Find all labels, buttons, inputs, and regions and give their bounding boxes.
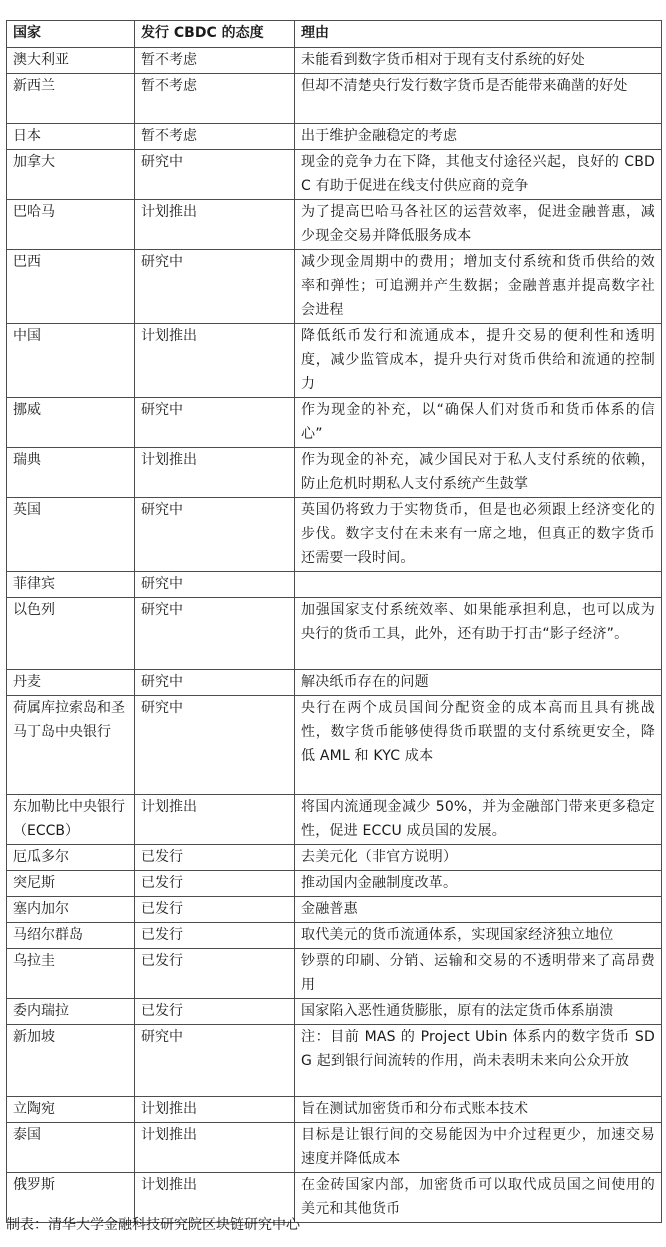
cell-reason: 现金的竞争力在下降，其他支付途径兴起，良好的 CBDC 有助于促进在线支付供应商的竞争 xyxy=(295,150,662,200)
cell-reason: 央行在两个成员国间分配资金的成本高而且具有挑战性，数字货币能够使得货币联盟的支付系统更安全，降低 AML 和 KYC 成本 xyxy=(295,696,662,795)
cell-reason: 金融普惠 xyxy=(295,897,662,923)
cell-reason: 钞票的印刷、分销、运输和交易的不透明带来了高昂费用 xyxy=(295,949,662,999)
cell-country: 以色列 xyxy=(7,598,135,670)
table-row xyxy=(7,949,662,999)
cell-country: 委内瑞拉 xyxy=(7,999,135,1025)
cell-attitude: 已发行 xyxy=(135,845,295,871)
cell-country: 挪威 xyxy=(7,398,135,448)
table-row xyxy=(7,150,662,200)
cell-country: 马绍尔群岛 xyxy=(7,923,135,949)
cell-country: 新加坡 xyxy=(7,1025,135,1097)
cbdc-table-container xyxy=(6,20,660,1223)
cell-country: 新西兰 xyxy=(7,74,135,124)
cell-attitude: 计划推出 xyxy=(135,1097,295,1123)
cell-attitude: 已发行 xyxy=(135,999,295,1025)
cell-attitude: 计划推出 xyxy=(135,1173,295,1223)
header-attitude: 发行 CBDC 的态度 xyxy=(135,21,295,48)
cell-attitude: 研究中 xyxy=(135,1025,295,1097)
cell-country: 丹麦 xyxy=(7,670,135,696)
cell-country: 塞内加尔 xyxy=(7,897,135,923)
cell-reason: 解决纸币存在的问题 xyxy=(295,670,662,696)
cell-reason: 为了提高巴哈马各社区的运营效率，促进金融普惠，减少现金交易并降低服务成本 xyxy=(295,200,662,250)
cell-attitude: 研究中 xyxy=(135,398,295,448)
cell-attitude: 研究中 xyxy=(135,150,295,200)
cell-attitude: 计划推出 xyxy=(135,200,295,250)
table-row xyxy=(7,1025,662,1097)
cell-attitude: 研究中 xyxy=(135,696,295,795)
header-reason: 理由 xyxy=(295,21,662,48)
cell-country: 菲律宾 xyxy=(7,572,135,598)
cell-country: 中国 xyxy=(7,324,135,398)
table-row xyxy=(7,498,662,572)
cell-reason: 出于维护金融稳定的考虑 xyxy=(295,124,662,150)
table-row xyxy=(7,670,662,696)
table-header-row xyxy=(7,21,662,48)
cell-country: 泰国 xyxy=(7,1123,135,1173)
table-row xyxy=(7,324,662,398)
table-source-caption: 制表：清华大学金融科技研究院区块链研究中心 xyxy=(6,1217,300,1233)
cell-attitude: 计划推出 xyxy=(135,448,295,498)
table-row xyxy=(7,897,662,923)
table-row xyxy=(7,795,662,845)
cell-attitude: 暂不考虑 xyxy=(135,124,295,150)
table-body xyxy=(7,48,662,1223)
cell-attitude: 计划推出 xyxy=(135,795,295,845)
cell-reason: 减少现金周期中的费用；增加支付系统和货币供给的效率和弹性；可追溯并产生数据；金融普惠并提高数字社会进程 xyxy=(295,250,662,324)
cell-country: 荷属库拉索岛和圣马丁岛中央银行 xyxy=(7,696,135,795)
cell-attitude: 研究中 xyxy=(135,572,295,598)
table-row xyxy=(7,845,662,871)
cell-country: 突尼斯 xyxy=(7,871,135,897)
cell-country: 乌拉圭 xyxy=(7,949,135,999)
cell-attitude: 研究中 xyxy=(135,670,295,696)
cell-reason: 在金砖国家内部，加密货币可以取代成员国之间使用的美元和其他货币 xyxy=(295,1173,662,1223)
cell-attitude: 已发行 xyxy=(135,897,295,923)
cell-country: 立陶宛 xyxy=(7,1097,135,1123)
cell-reason: 国家陷入恶性通货膨胀，原有的法定货币体系崩溃 xyxy=(295,999,662,1025)
cbdc-attitude-table xyxy=(6,20,662,1223)
cell-reason: 旨在测试加密货币和分布式账本技术 xyxy=(295,1097,662,1123)
table-row xyxy=(7,448,662,498)
table-row xyxy=(7,923,662,949)
cell-reason: 取代美元的货币流通体系，实现国家经济独立地位 xyxy=(295,923,662,949)
cell-country: 俄罗斯 xyxy=(7,1173,135,1223)
cell-country: 巴哈马 xyxy=(7,200,135,250)
cell-country: 巴西 xyxy=(7,250,135,324)
cell-country: 日本 xyxy=(7,124,135,150)
cell-attitude: 暂不考虑 xyxy=(135,74,295,124)
cell-reason: 英国仍将致力于实物货币，但是也必须跟上经济变化的步伐。数字支付在未来有一席之地，但真正的数字货币还需要一段时间。 xyxy=(295,498,662,572)
cell-country: 澳大利亚 xyxy=(7,48,135,74)
cell-reason: 但却不清楚央行发行数字货币是否能带来确凿的好处 xyxy=(295,74,662,124)
cell-country: 东加勒比中央银行（ECCB） xyxy=(7,795,135,845)
cell-attitude: 计划推出 xyxy=(135,1123,295,1173)
cell-reason xyxy=(295,572,662,598)
cell-country: 瑞典 xyxy=(7,448,135,498)
header-country: 国家 xyxy=(7,21,135,48)
cell-country: 厄瓜多尔 xyxy=(7,845,135,871)
cell-attitude: 已发行 xyxy=(135,871,295,897)
table-row xyxy=(7,250,662,324)
table-row xyxy=(7,48,662,74)
table-row xyxy=(7,74,662,124)
cell-reason: 加强国家支付系统效率、如果能承担利息，也可以成为央行的货币工具，此外，还有助于打击“影子经济”。 xyxy=(295,598,662,670)
cell-reason: 去美元化（非官方说明） xyxy=(295,845,662,871)
cell-attitude: 已发行 xyxy=(135,949,295,999)
table-row xyxy=(7,871,662,897)
cell-attitude: 计划推出 xyxy=(135,324,295,398)
cell-attitude: 研究中 xyxy=(135,250,295,324)
cell-reason: 将国内流通现金减少 50%，并为金融部门带来更多稳定性，促进 ECCU 成员国的发展。 xyxy=(295,795,662,845)
cell-reason: 推动国内金融制度改革。 xyxy=(295,871,662,897)
table-row xyxy=(7,124,662,150)
cell-attitude: 已发行 xyxy=(135,923,295,949)
cell-reason: 降低纸币发行和流通成本，提升交易的便利性和透明度，减少监管成本，提升央行对货币供给和流通的控制力 xyxy=(295,324,662,398)
table-row xyxy=(7,999,662,1025)
table-row xyxy=(7,1123,662,1173)
cell-attitude: 暂不考虑 xyxy=(135,48,295,74)
cell-reason: 作为现金的补充，减少国民对于私人支付系统的依赖，防止危机时期私人支付系统产生鼓掌 xyxy=(295,448,662,498)
cell-reason: 作为现金的补充，以“确保人们对货币和货币体系的信心” xyxy=(295,398,662,448)
cell-attitude: 研究中 xyxy=(135,598,295,670)
table-row xyxy=(7,1097,662,1123)
cell-reason: 未能看到数字货币相对于现有支付系统的好处 xyxy=(295,48,662,74)
cell-reason: 注：目前 MAS 的 Project Ubin 体系内的数字货币 SDG 起到银行间流转的作用，尚未表明未来向公众开放 xyxy=(295,1025,662,1097)
cell-country: 加拿大 xyxy=(7,150,135,200)
table-row xyxy=(7,572,662,598)
cell-country: 英国 xyxy=(7,498,135,572)
table-row xyxy=(7,696,662,795)
table-row xyxy=(7,398,662,448)
cell-attitude: 研究中 xyxy=(135,498,295,572)
table-row xyxy=(7,200,662,250)
cell-reason: 目标是让银行间的交易能因为中介过程更少，加速交易速度并降低成本 xyxy=(295,1123,662,1173)
table-row xyxy=(7,598,662,670)
